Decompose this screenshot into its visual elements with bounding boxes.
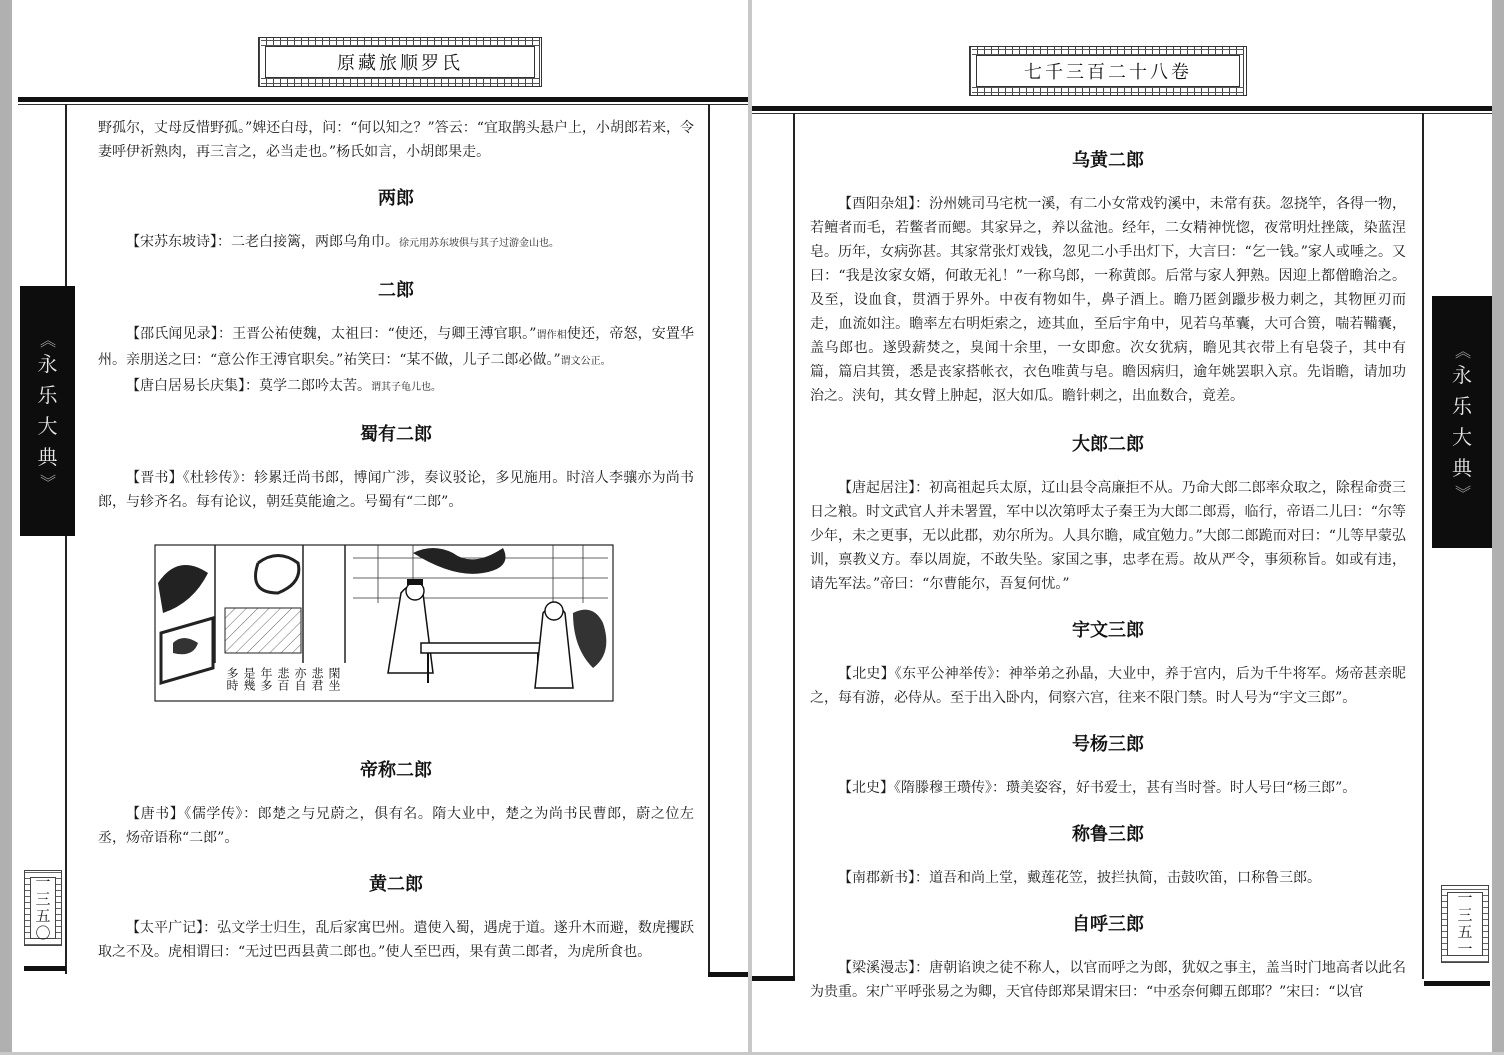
section-heading: 宇文三郎	[1072, 620, 1144, 641]
left-page	[12, 0, 748, 1055]
page-number-digit: 五	[1457, 923, 1473, 941]
page-number-digit: 一	[1457, 889, 1473, 907]
side-tab-char: 永	[1452, 363, 1472, 387]
woodblock-illustration	[153, 543, 615, 703]
page-number-digit: 一	[35, 873, 51, 891]
continuation-paragraph: 野孤尔，丈母反惜野孤。”婢还白母，问：“何以知之？”答云：“宜取鹊头悬户上，小胡郎若来，令妻呼伊祈熟肉，再三言之，必当走也。”杨氏如言，小胡郎果走。	[98, 120, 694, 160]
close-bracket: 》	[38, 473, 58, 491]
section-heading: 自呼三郎	[1072, 914, 1144, 935]
section-heading: 大郎二郎	[1072, 434, 1144, 455]
entry-paragraph: 【梁溪漫志】：唐朝谄谀之徒不称人，以官而呼之为郎，犹奴之事主，盖当时门地高者以此名为贵重。宋广平呼张易之为卿，天官侍郎郑杲谓宋曰：“中丞奈何卿五郎耶？”宋曰：“以官	[810, 960, 1406, 1000]
entry-paragraph: 【南郡新书】：道吾和尚上堂，戴莲花笠，披拦执简，击鼓吹笛，口称鲁三郎。	[838, 870, 1321, 886]
caption-column: 悲君	[310, 667, 324, 691]
entry-text: 【邵氏闻见录】：王晋公祐使魏，太祖曰：“使还，与卿王溥官职。”	[126, 326, 537, 342]
page-number-box	[1441, 885, 1489, 963]
header-rule-thick	[18, 97, 748, 102]
section-heading: 二郎	[378, 280, 414, 301]
entry-paragraph: 【唐起居注】：初高祖起兵太原，辽山县令高廉拒不从。乃命大郎二郎率众取之，除程命赍三日之粮。时文武官人并未署置，军中以次第呼太子秦王为大郎二郎焉，临行，帝语二儿曰：“尔等少年，未之更事，无以此郡，劝尔所为。人具尔瞻，咸宜勉力。”大郎二郎跪而对曰：“儿等早蒙弘训，禀教义方。奉以周旋，不敢失坠。家国之事，忠孝在焉。故从严令，事须称旨。如或有违，请先军法。”帝曰：“尔曹能尔，吾复何忧。”	[810, 480, 1406, 592]
side-tab-char: 乐	[1452, 394, 1472, 418]
left-margin-line	[793, 113, 795, 979]
side-tab-char: 乐	[37, 383, 58, 407]
section-heading: 蜀有二郎	[360, 424, 432, 445]
footer-bar-right	[708, 972, 748, 977]
section-heading: 号杨三郎	[1072, 734, 1144, 755]
entry-paragraph	[98, 322, 694, 374]
side-tab-char: 典	[37, 445, 58, 469]
entry-text: 使还，帝怒，安置华州。亲朋送之曰：“意公作王溥官职矣。”祐笑曰：“某不做，儿子二郎必做。”	[98, 326, 695, 368]
header-title: 七千三百二十八卷	[976, 55, 1240, 87]
page-number-digit: 〇	[35, 924, 51, 942]
entry-paragraph	[98, 230, 694, 256]
header-rule-thin	[752, 113, 1492, 114]
page-number	[1447, 889, 1483, 958]
page-number-digit: 三	[35, 890, 51, 908]
page-number-digit: 三	[1457, 906, 1473, 924]
caption-column: 亦自	[293, 667, 307, 691]
page-number-digit: 五	[35, 907, 51, 925]
entry-text: 【宋苏东坡诗】：二老白接篱，两郎乌角巾。	[126, 234, 399, 250]
right-margin-line	[708, 104, 710, 976]
header-rule-thin	[18, 104, 748, 105]
caption-column: 是幾	[242, 667, 256, 691]
entry-paragraph: 【太平广记】：弘文学士归生，乱后家寓巴州。遣使入蜀，遇虎于道。遂升木而避，数虎攫跃取之不及。虎相谓曰：“无过巴西县黄二郎也。”使人至巴西，果有黄二郎者，为虎所食也。	[98, 920, 694, 960]
side-tab-char: 大	[37, 414, 58, 438]
entry-note: 谓其子龟儿也。	[371, 382, 441, 393]
right-page	[752, 0, 1492, 1055]
entry-note: 谓文公正。	[560, 356, 611, 367]
footer-bar-left	[24, 966, 66, 971]
illustration-caption	[225, 667, 340, 691]
side-tab-char: 永	[37, 352, 58, 376]
right-margin-line	[1422, 113, 1424, 979]
header-rule-thick	[752, 106, 1492, 111]
illustration-scholars-icon	[153, 543, 615, 703]
side-tab-yongle-dadian	[20, 286, 75, 536]
entry-note: 徐元用苏东坡俱与其子过游金山也。	[399, 238, 559, 249]
entry-paragraph: 【北史】《隋滕穆王瓒传》：瓒美姿容，好书爱士，甚有当时誉。时人号曰“杨三郎”。	[838, 780, 1357, 796]
left-margin-line	[65, 104, 67, 974]
section-heading: 黄二郎	[369, 874, 423, 895]
section-heading: 两郎	[378, 188, 414, 209]
side-tab-char: 大	[1452, 425, 1472, 449]
entry-paragraph: 【酉阳杂俎】：汾州姚司马宅枕一溪，有二小女常戏钓溪中，未常有获。忽挠竿，各得一物，若鳣者而毛，若鳖者而鳃。其家异之，养以盆池。经年，二女精神恍惚，夜常明灶挫箴，染蓝涅皂。历年，女病弥甚。其家常张灯戏钱，忽见二小手出灯下，大言曰：“乞一钱。”家人或唾之。又曰：“我是汝家女婿，何敢无礼！”一称乌郎，一称黄郎。后常与家人狎熟。因迎上都僧瞻治之。及至，设血食，贯酒于界外。中夜有物如牛，鼻子酒上。瞻乃匿剑躐步极力刺之，其物匣刃而走，血流如注。瞻率左右明炬索之，迹其血，至后宇角中，见若乌革囊，大可合篑，喘若鞴囊，盖乌郎也。遂毁薪焚之，臭闻十余里，一女即愈。次女犹病，瞻见其衣带上有皂袋子，其中有篇，篇启其篑，悉是丧家搭帐衣，衣色唯黄与皂。瞻因病归，逾年姚罢职入京。先诣瞻，请加功治之。浃旬，其女臂上肿起，沤大如瓜。瞻针刺之，出血数合，竟差。	[810, 196, 1406, 404]
entry-note: 谓作相	[536, 330, 567, 341]
caption-column: 悲百	[276, 667, 290, 691]
caption-column: 閑坐	[327, 667, 341, 691]
footer-bar-right	[1424, 981, 1490, 986]
header-title-box	[258, 37, 542, 87]
section-heading: 帝称二郎	[360, 760, 432, 781]
right-content	[810, 146, 1406, 1004]
caption-column: 多時	[225, 667, 239, 691]
page-number-digit: 一	[1457, 940, 1473, 958]
header-title-box	[969, 46, 1247, 96]
entry-paragraph: 【晋书】《杜轸传》：轸累迁尚书郎，博闻广涉，奏议驳论，多见施用。时涪人李骧亦为尚书郎，与轸齐名。每有论议，朝廷莫能逾之。号蜀有“二郎”。	[98, 470, 694, 510]
left-content	[98, 116, 694, 964]
open-bracket: 《	[1452, 342, 1472, 360]
close-bracket: 》	[1452, 484, 1472, 502]
section-heading: 称鲁三郎	[1072, 824, 1144, 845]
side-tab-char: 典	[1452, 456, 1472, 480]
page-number-box	[24, 870, 62, 946]
header-title: 原藏旅顺罗氏	[265, 46, 535, 78]
entry-text: 【唐白居易长庆集】：莫学二郎吟太苦。	[126, 378, 371, 394]
side-tab-yongle-dadian	[1432, 296, 1492, 548]
section-heading: 乌黄二郎	[1072, 150, 1144, 171]
entry-paragraph	[98, 374, 694, 400]
open-bracket: 《	[38, 331, 58, 349]
entry-paragraph: 【北史】《东平公神举传》：神举弟之孙晶，大业中，养于宫内，后为千牛将军。炀帝甚亲昵之，每有游，必侍从。至于出入卧内，伺察六宫，往来不限门禁。时人号为“宇文三郎”。	[810, 666, 1406, 706]
footer-bar-left	[752, 976, 795, 981]
page-number	[30, 873, 56, 942]
caption-column: 年多	[259, 667, 273, 691]
entry-paragraph: 【唐书】《儒学传》：郎楚之与兄蔚之，俱有名。隋大业中，楚之为尚书民曹郎，蔚之位左丞，炀帝语称“二郎”。	[98, 806, 694, 846]
